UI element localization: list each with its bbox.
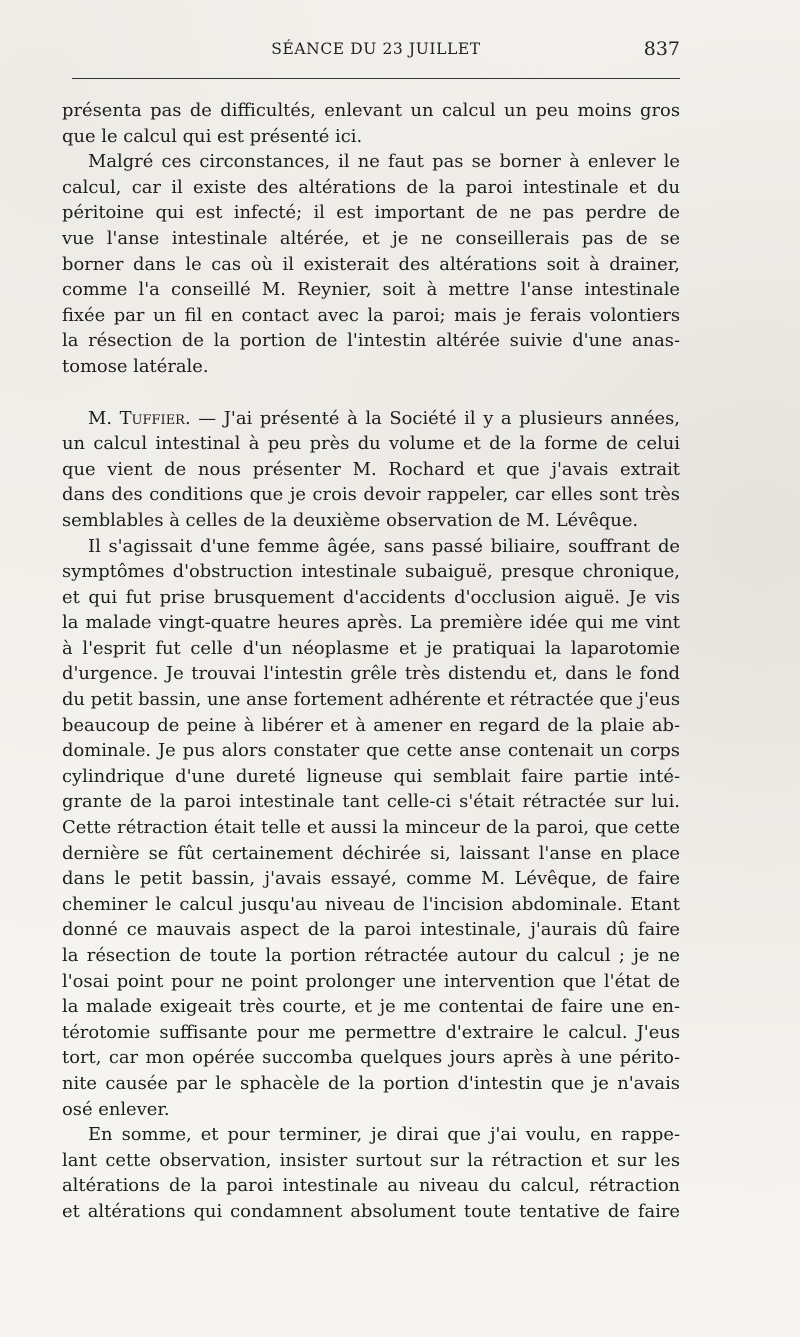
text-line: l'osai point pour ne point prolonger une intervention que l'état de — [62, 970, 680, 992]
speaker-prefix: M. — [88, 407, 120, 429]
paragraph-3 — [62, 406, 680, 534]
text-line: un calcul intestinal à peu près du volume et de la forme de celui — [62, 433, 680, 455]
text-line: donné ce mauvais aspect de la paroi intestinale, j'aurais dû faire — [62, 919, 680, 941]
text-line: tort, car mon opérée succomba quelques jours après à une périto- — [62, 1047, 680, 1069]
running-title: SÉANCE DU 23 JUILLET — [271, 40, 481, 58]
text-line: fixée par un fil en contact avec la paroi; mais je ferais volontiers — [62, 304, 680, 326]
text-line: borner dans le cas où il existerait des altérations soit à drainer, — [62, 253, 680, 275]
text-line: altérations de la paroi intestinale au niveau du calcul, rétraction — [62, 1175, 680, 1197]
text-line: cylindrique d'une dureté ligneuse qui semblait faire partie inté- — [62, 765, 680, 787]
paragraph-gap — [62, 380, 680, 406]
text-line: semblables à celles de la deuxième observation de M. Lévêque. — [62, 509, 639, 531]
body-text — [62, 98, 680, 1225]
paragraph-5 — [62, 1122, 680, 1224]
text-line: péritoine qui est infecté; il est important de ne pas perdre de — [62, 202, 680, 224]
header-rule — [72, 78, 680, 79]
text-line: dominale. Je pus alors constater que cette anse contenait un corps — [62, 740, 680, 762]
text-line: et qui fut prise brusquement d'accidents d'occlusion aiguë. Je vis — [62, 586, 680, 608]
text-line: dans des conditions que je crois devoir rappeler, car elles sont très — [62, 484, 680, 506]
text-line: et altérations qui condamnent absolument toute tentative de faire — [62, 1200, 680, 1222]
text-line: d'urgence. Je trouvai l'intestin grêle très distendu et, dans le fond — [62, 663, 680, 685]
text-line: nite causée par le sphacèle de la portion d'intestin que je n'avais — [62, 1072, 680, 1094]
text-line: la malade exigeait très courte, et je me contentai de faire une en- — [62, 996, 680, 1018]
text-line: à l'esprit fut celle d'un néoplasme et je pratiquai la laparotomie — [62, 637, 680, 659]
text-line: lant cette observation, insister surtout sur la rétraction et sur les — [62, 1149, 680, 1171]
page-number: 837 — [643, 38, 680, 60]
text-line: que vient de nous présenter M. Rochard et que j'avais extrait — [62, 458, 680, 480]
speaker-name: Tuffier. — [119, 407, 191, 429]
text-line: présenta pas de difficultés, enlevant un calcul un peu moins gros — [62, 100, 680, 121]
text-line: Il s'agissait d'une femme âgée, sans passé biliaire, souffrant de — [88, 535, 680, 557]
text-line: dans le petit bassin, j'avais essayé, comme M. Lévêque, de faire — [62, 868, 680, 890]
text-line: la résection de la portion de l'intestin altérée suivie d'une anas- — [62, 330, 680, 352]
paragraph-1 — [62, 98, 680, 149]
text-line: comme l'a conseillé M. Reynier, soit à mettre l'anse intestinale — [62, 279, 680, 301]
text-line: la malade vingt-quatre heures après. La première idée qui me vint — [62, 612, 680, 634]
text-line: En somme, et pour terminer, je dirai que j'ai voulu, en rappe- — [88, 1124, 680, 1146]
text-line: beaucoup de peine à libérer et à amener en regard de la plaie ab- — [62, 714, 680, 736]
paragraph-4 — [62, 534, 680, 1123]
running-head — [72, 40, 680, 68]
text-line: symptômes d'obstruction intestinale subaiguë, presque chronique, — [62, 561, 680, 583]
paragraph-2 — [62, 149, 680, 379]
text-line: grante de la paroi intestinale tant celle-ci s'était rétractée sur lui. — [62, 791, 680, 813]
text-line-rest: — J'ai présenté à la Société il y a plusieurs années, — [190, 407, 680, 429]
text-line: la résection de toute la portion rétractée autour du calcul ; je ne — [62, 945, 680, 966]
text-line: osé enlever. — [62, 1098, 170, 1120]
text-line: térotomie suffisante pour me permettre d'extraire le calcul. J'eus — [62, 1021, 680, 1043]
text-line: dernière se fût certainement déchirée si, laissant l'anse en place — [62, 842, 680, 864]
text-line: du petit bassin, une anse fortement adhérente et rétractée que j'eus — [62, 689, 680, 711]
text-line: que le calcul qui est présenté ici. — [62, 125, 363, 147]
text-line: tomose latérale. — [62, 355, 209, 377]
text-line: vue l'anse intestinale altérée, et je ne conseillerais pas de se — [62, 227, 680, 249]
text-line: calcul, car il existe des altérations de la paroi intestinale et du — [62, 176, 680, 198]
text-line: Cette rétraction était telle et aussi la minceur de la paroi, que cette — [62, 817, 680, 839]
text-line: cheminer le calcul jusqu'au niveau de l'incision abdominale. Etant — [62, 893, 680, 915]
text-line: Malgré ces circonstances, il ne faut pas se borner à enlever le — [88, 151, 680, 173]
text-line — [62, 406, 680, 432]
